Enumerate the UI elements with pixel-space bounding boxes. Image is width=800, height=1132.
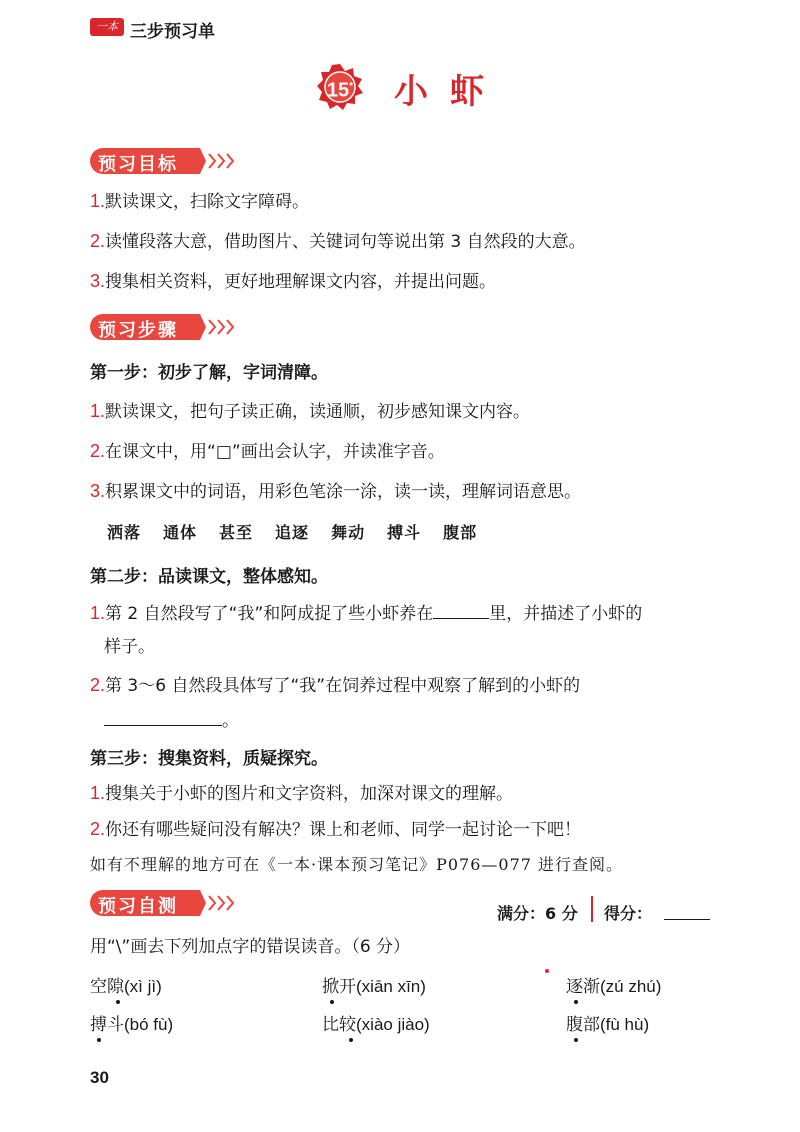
goal-item-3: 3.搜集相关资料，更好地理解课文内容，并提出问题。 <box>90 271 497 292</box>
emphasis-dot <box>116 1000 120 1004</box>
quiz-instruction: 用“\”画去下列加点字的错误读音。（6 分） <box>90 937 411 957</box>
step2-item-1: 1.第 2 自然段写了“我”和阿成捉了些小虾养在 里，并描述了小虾的 <box>90 603 643 624</box>
header-title: 三步预习单 <box>130 22 215 42</box>
section-quiz-header <box>90 890 206 916</box>
lesson-number: 15 <box>326 79 350 102</box>
quiz-question-2: 掀开(xiān xīn) <box>322 977 426 997</box>
lesson-number-badge <box>316 63 364 111</box>
section-goals-label: 预习目标 <box>98 154 178 175</box>
step2-item-1-cont: 样子。 <box>104 637 155 657</box>
vocab-word: 舞动 <box>331 523 366 542</box>
vocab-word: 追逐 <box>275 523 310 542</box>
step1-item-1: 1.默读课文，把句子读正确，读通顺，初步感知课文内容。 <box>90 401 531 422</box>
red-mark-dot <box>545 969 549 973</box>
emphasis-dot <box>574 1000 578 1004</box>
lesson-mark: * <box>349 81 354 92</box>
step1-item-3: 3.积累课文中的词语，用彩色笔涂一涂，读一读，理解词语意思。 <box>90 481 582 502</box>
goal-item-1: 1.默读课文，扫除文字障碍。 <box>90 191 310 212</box>
chevrons-icon <box>206 317 236 337</box>
page-number: 30 <box>90 1068 109 1087</box>
quiz-question-4: 搏斗(bó fù) <box>90 1015 174 1035</box>
vocab-word: 洒落 <box>107 523 142 542</box>
full-score: 满分：6 分 <box>497 904 578 923</box>
step1-title: 第一步：初步了解，字词清障。 <box>90 363 328 383</box>
step3-item-2: 2.你还有哪些疑问没有解决？课上和老师、同学一起讨论一下吧！ <box>90 819 582 840</box>
chevrons-icon <box>206 151 236 171</box>
goal-item-2: 2.读懂段落大意，借助图片、关键词句等说出第 3 自然段的大意。 <box>90 231 586 252</box>
quiz-question-1: 空隙(xì jì) <box>90 977 162 997</box>
vocab-word: 腹部 <box>443 523 478 542</box>
section-quiz-label: 预习自测 <box>98 896 178 917</box>
section-steps-label: 预习步骤 <box>98 320 178 341</box>
score-label: 得分： <box>604 904 653 923</box>
emphasis-dot <box>349 1038 353 1042</box>
emphasis-dot <box>574 1038 578 1042</box>
vocab-word: 甚至 <box>219 523 254 542</box>
score-blank[interactable] <box>664 919 710 920</box>
step1-item-2: 2.在课文中，用“□”画出会认字，并读准字音。 <box>90 441 445 462</box>
score-divider <box>591 896 593 922</box>
step2-item-2: 2.第 3～6 自然段具体写了“我”在饲养过程中观察了解到的小虾的 <box>90 675 581 696</box>
chevrons-icon <box>206 893 236 913</box>
vocab-word: 搏斗 <box>387 523 422 542</box>
fill-blank[interactable] <box>104 725 222 726</box>
quiz-question-6: 腹部(fù hù) <box>566 1015 650 1035</box>
emphasis-dot <box>330 1000 334 1004</box>
step3-item-1: 1.搜集关于小虾的图片和文字资料，加深对课文的理解。 <box>90 783 514 804</box>
vocab-word-list <box>107 520 499 543</box>
lesson-title: 小虾 <box>394 72 506 112</box>
vocab-word: 通体 <box>163 523 198 542</box>
step2-item-2-cont: 。 <box>104 708 239 734</box>
section-steps-header <box>90 314 206 340</box>
step2-title: 第二步：品读课文，整体感知。 <box>90 567 328 587</box>
section-goals-header <box>90 148 206 174</box>
brand-logo: 一本 <box>90 18 124 36</box>
reference-note: 如有不理解的地方可在《一本·课本预习笔记》P076—077 进行查阅。 <box>90 855 624 874</box>
fill-blank[interactable] <box>433 618 489 619</box>
step3-title: 第三步：搜集资料，质疑探究。 <box>90 749 328 769</box>
quiz-question-3: 逐渐(zú zhú) <box>566 977 662 997</box>
quiz-question-5: 比较(xiào jiào) <box>322 1015 430 1035</box>
emphasis-dot <box>97 1038 101 1042</box>
